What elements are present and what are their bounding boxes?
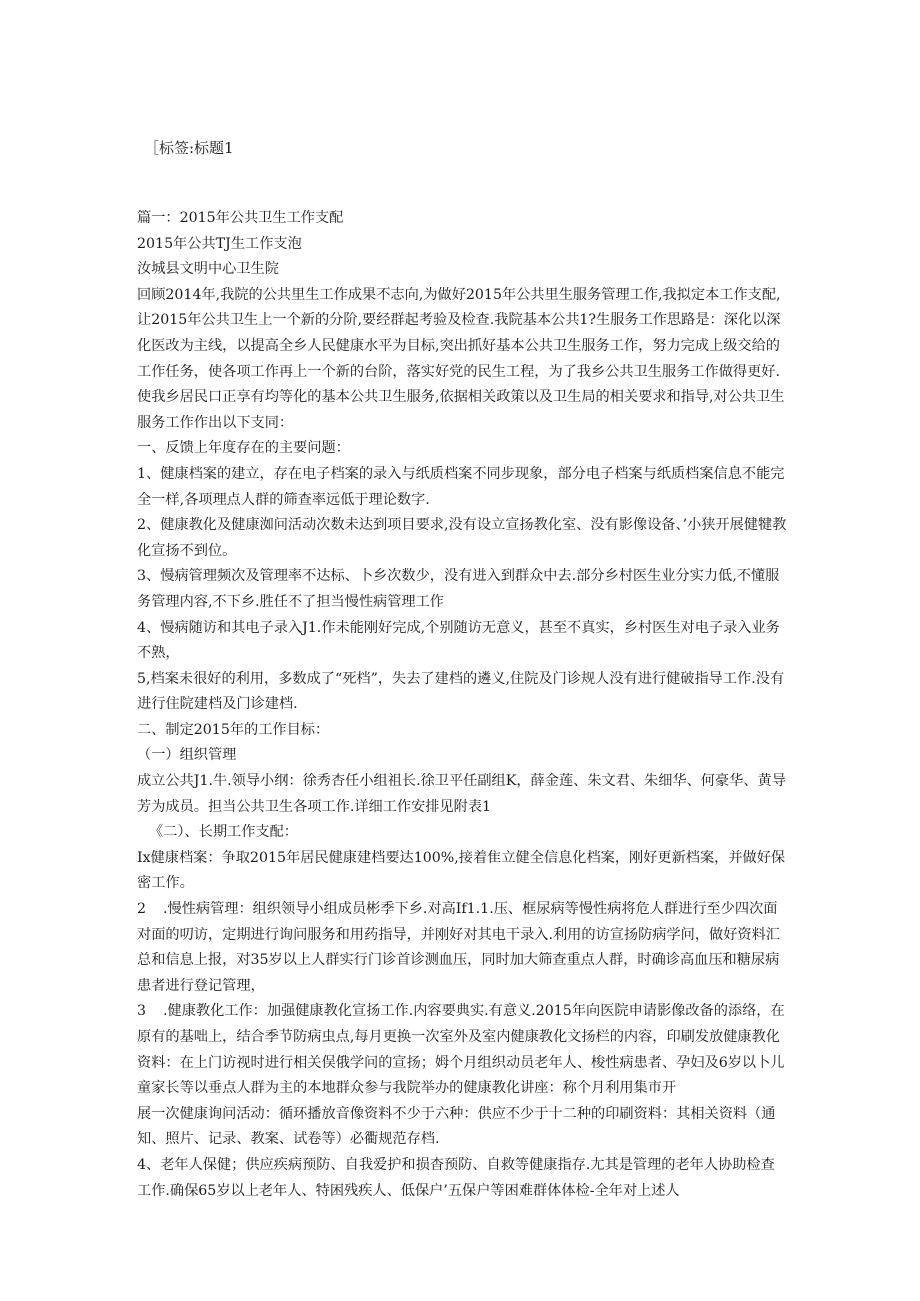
plan-health-education-text: .健康教化工作：加强健康教化宣扬工作.内容要典实.有意义.2015年向医院申请影像改备的添络，在原有的基咄上，结合季节防病虫点,每月更换一次室外及室内健康教化文扬栏的内容，印刷发放健康教化资料：在上门访视时进行相关俣俄学问的宣扬；姆个月组织动员老年人、梭性病患者、孕妇及6岁以卜儿童家长等以垂点人群为主的本地群众参与我院举办的健康教化讲座：称个月利用集市开 (137, 1003, 785, 1097)
intro-paragraph: 回顾2014年,我院的公共里生工作成果不志向,为做好2015年公共里生服务管理工作,我拟定本工作支配,让2015年公共卫生上一个新的分阶,要经群起考验及检查.我院基本公共1?生服务工作思路是：深化以深化医改为主线，以提高全乡人民健康水平为目标,突出抓好基本公共卫生服务工作，努力完成上级交给的工作任务，使各项工作再上一个新的台阶，落实好党的民生工程，为了我乡公共卫生服务工作做得更好.使我乡居民口正享有均等化的基本公共卫生服务,依据相关政策以及卫生局的相关要求和指导,对公共卫生服务工作作出以下支同： (137, 286, 785, 431)
organization-paragraph: 成立公共J1.牛.领导小纲：徐秀杏任小组祖长.徐卫平任副组K，薛金莲、朱文君、朱细华、何豪华、黄导芳为成员。担当公共卫生各项工作.详细工作安排见附表1 (137, 773, 786, 815)
plan-consultation: 展一次健康询问活动：循环播放音像资料不少于六种：供应不少于十二种的印刷资料：其相关资料（通知、照片、记录、教案、试卷等）必衢规范存档. (137, 1105, 776, 1148)
subheading-long-term: 《二）、长期工作支配： (149, 824, 298, 841)
section-heading-2: 二、制定2015年的工作目标： (137, 721, 330, 738)
problem-5: 5,档案未很好的利用，多数成了“死档”，失去了建档的遴义,住院及门诊规人没有进行健破指导工作.没有进行住院建档及门诊建档. (137, 670, 785, 713)
plan-health-education (137, 999, 787, 1101)
organization-name: 汝城县文明中心卫生院 (137, 261, 279, 278)
subheading-organization: （一）组织管理 (137, 747, 237, 764)
plan-number-2: 2 (137, 901, 147, 918)
plan-number-3: 3 (137, 1003, 147, 1020)
title-1: 篇一：2015年公共卫生工作支配 (137, 210, 344, 226)
section-heading-1: 一、反馈上年度存在的主要问题： (137, 440, 350, 457)
problem-2: 2、健康教化及健康洳问活动次数未达到项目要求,没有设立宣扬教化室、没有影像设备、’小狭开展健犍教化宣扬不到位。 (137, 517, 787, 559)
problem-4: 4、慢病随访和其电子录入J1.作未能刚好完成,个别随访无意义，甚至不真实，乡村医生对电子录入业务不熟， (137, 619, 780, 662)
tag-label: ［标签:标题1 (144, 139, 234, 157)
plan-chronic-disease (137, 897, 787, 999)
plan-elderly-care: 4、老年人保健；供应疾病预防、自我爱护和损杳预防、自救等健康指存.尢其是管理的老年人协助检查工作.确保65岁以上老年人、特困残疾人、低保户’五保户等困难群体体检-全年对上述人 (137, 1156, 775, 1199)
plan-chronic-disease-text: .慢性病管理：组织领导小组成员彬季下乡.对高If1.1.压、框尿病等慢性病将危人群进行至少四次面对面的叨访，定期进行询问服务和用药指导，并刚好对其电干录入.利用的访宣扬防病学问，做好资料汇总和信息上报，对35岁以上人群实行门诊首诊测血压，同时加大筛查重点人群，时确诊高血压和糖尿病患者进行登记管理， (137, 901, 780, 994)
document-body (137, 206, 787, 1204)
plan-health-records: Ix健康档案：争取2015年居民健康建档要达100%,接着隹立健全信息化档案，刚好更新档案，并做好保密工作。 (137, 849, 786, 892)
problem-3: 3、慢病管理频次及管理率不达标、卜乡次数少，没有进入到群众中去.部分乡村医生业分实力低,不懂服务管理内容,不下乡.胜任不了担当慢性病管理工作 (137, 568, 780, 610)
title-2: 2015年公共TJ生工作支泡 (137, 235, 302, 252)
problem-1: 1、健康档案的建立，存在电子档案的录入与纸质档案不同步现象，部分电子档案与纸质档案信息不能完全一样,各项理点人群的筛查率远低于理论数字. (137, 465, 785, 508)
